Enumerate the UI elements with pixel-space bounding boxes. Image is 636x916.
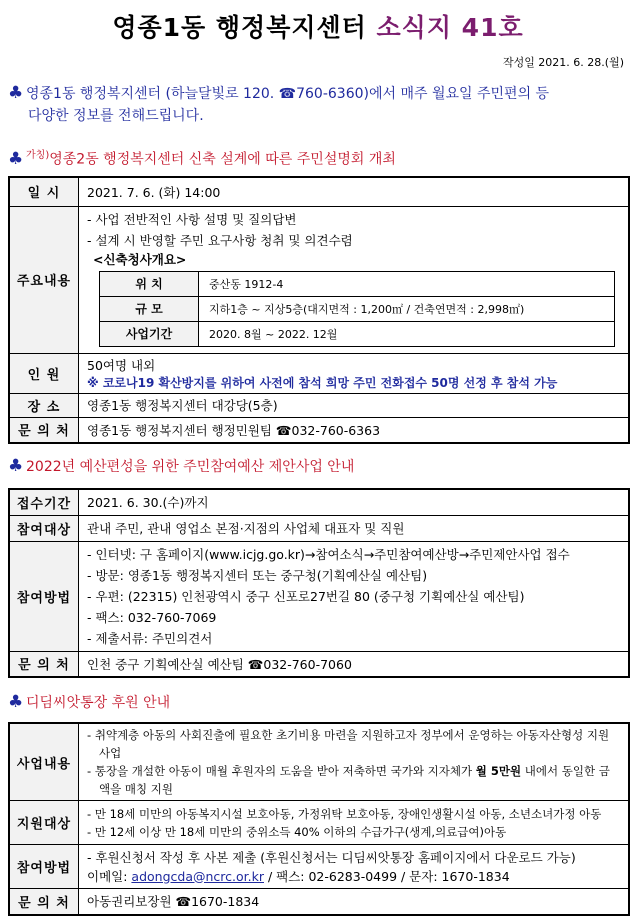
method-contacts: 이메일: adongcda@ncrc.or.kr / 팩스: 02-6283-0499 / 문자: 1670-1834 <box>87 868 510 884</box>
intro-line-1: 영종1동 행정복지센터 (하늘달빛로 120. ☎760-6360)에서 매주 월요일 주민편의 등 <box>26 86 550 102</box>
label-method: 참여방법 <box>9 541 79 651</box>
method-item: - 후원신청서 작성 후 사본 제출 (후원신청서는 디딤씨앗통장 홈페이지에서 다운로드 가능) <box>87 849 576 865</box>
newsletter-title <box>0 8 636 44</box>
biz-list <box>87 726 620 798</box>
list-item: - 설계 시 반영할 주민 요구사항 청취 및 의견수렴 <box>87 232 353 248</box>
section-3-table <box>8 722 630 916</box>
section-2-heading <box>8 456 354 476</box>
value-people <box>79 353 630 393</box>
people-note: ※ 코로나19 확산방지를 위하여 사전에 참석 희망 주민 전화접수 50명 선정 후 참석 가능 <box>87 375 558 390</box>
label-method: 참여방법 <box>9 845 79 889</box>
intro-paragraph <box>8 82 628 127</box>
monthly-amount: 월 5만원 <box>475 764 522 778</box>
section-2-title: 2022년 예산편성을 위한 주민참여예산 제안사업 안내 <box>26 459 355 475</box>
email-link[interactable]: adongcda@ncrc.or.kr <box>131 868 264 884</box>
value-place: 영종1동 행정복지센터 대강당(5층) <box>79 393 630 417</box>
method-list <box>87 544 620 649</box>
title-main: 영종1동 행정복지센터 <box>112 13 367 42</box>
list-item: - 만 12세 이상 만 18세 미만의 중위소득 40% 이하의 수급가구(생계,의료급여)아동 <box>87 824 507 839</box>
label-period: 접수기간 <box>9 489 79 515</box>
list-item: - 팩스: 032-760-7069 <box>87 609 217 625</box>
list-item: - 제출서류: 주민의견서 <box>87 630 213 646</box>
label-date: 일 시 <box>9 177 79 206</box>
value-period: 2021. 6. 30.(수)까지 <box>79 489 630 515</box>
list-item: - 만 18세 미만의 아동복지시설 보호아동, 가정위탁 보호아동, 장애인생활시설 아동, 소년소녀가정 아동 <box>87 806 602 821</box>
value-contact: 영종1동 행정복지센터 행정민원팀 ☎032-760-6363 <box>79 417 630 443</box>
content-list <box>87 209 620 251</box>
label-people: 인 원 <box>9 353 79 393</box>
intro-line-2: 다양한 정보를 전해드립니다. <box>28 108 204 124</box>
value-biz <box>79 723 630 801</box>
write-date: 작성일 2021. 6. 28.(월) <box>502 56 624 69</box>
label-biz: 사업내용 <box>9 723 79 801</box>
list-item: - 통장을 개설한 아동이 매월 후원자의 도움을 받아 저축하면 국가와 지자체가 월 5만원 내에서 동일한 금액을 매칭 지원 <box>87 764 610 796</box>
overview-label: 위 치 <box>100 271 199 296</box>
overview-table <box>99 271 615 347</box>
club-icon: ♣ <box>8 148 24 169</box>
people-count: 50여명 내외 <box>87 357 156 373</box>
section-1-heading <box>8 146 396 169</box>
label-contact: 문 의 처 <box>9 889 79 915</box>
overview-value: 지하1층 ~ 지상5층(대지면적 : 1,200㎡ / 건축연면적 : 2,998㎡) <box>199 296 615 321</box>
club-icon: ♣ <box>8 692 24 712</box>
label-target: 참여대상 <box>9 515 79 541</box>
section-3-title: 디딤씨앗통장 후원 안내 <box>26 695 171 711</box>
title-accent: 소식지 41호 <box>376 13 524 42</box>
section-1-tag: 가칭) <box>26 150 50 161</box>
club-icon: ♣ <box>8 456 24 476</box>
overview-label: 규 모 <box>100 296 199 321</box>
support-list <box>87 805 620 841</box>
section-2-table <box>8 488 630 678</box>
section-3-heading <box>8 692 170 712</box>
value-method <box>79 541 630 651</box>
value-content <box>79 206 630 353</box>
club-icon: ♣ <box>8 83 24 103</box>
label-support: 지원대상 <box>9 801 79 845</box>
label-place: 장 소 <box>9 393 79 417</box>
label-content: 주요내용 <box>9 206 79 353</box>
value-target: 관내 주민, 관내 영업소 본점·지점의 사업체 대표자 및 직원 <box>79 515 630 541</box>
overview-value: 중산동 1912-4 <box>199 271 615 296</box>
value-method <box>79 845 630 889</box>
list-item: - 사업 전반적인 사항 설명 및 질의답변 <box>87 211 297 227</box>
label-contact: 문 의 처 <box>9 651 79 677</box>
overview-title: <신축청사개요> <box>93 251 187 267</box>
value-contact: 인천 중구 기획예산실 예산팀 ☎032-760-7060 <box>79 651 630 677</box>
label-contact: 문 의 처 <box>9 417 79 443</box>
section-1-title: 영종2동 행정복지센터 신축 설계에 따른 주민설명회 개최 <box>49 151 396 168</box>
overview-value: 2020. 8월 ~ 2022. 12월 <box>199 321 615 346</box>
section-1-table <box>8 176 630 444</box>
list-item: - 우편: (22315) 인천광역시 중구 신포로27번길 80 (중구청 기획예산실 예산팀) <box>87 588 525 604</box>
value-date: 2021. 7. 6. (화) 14:00 <box>79 177 630 206</box>
list-item: - 인터넷: 구 홈페이지(www.icjg.go.kr)→참여소식→주민참여예산방→주민제안사업 접수 <box>87 546 570 562</box>
list-item: - 취약계층 아동의 사회진출에 필요한 초기비용 마련을 지원하고자 정부에서 운영하는 아동자산형성 지원사업 <box>87 728 610 760</box>
value-support <box>79 801 630 845</box>
overview-label: 사업기간 <box>100 321 199 346</box>
value-contact: 아동권리보장원 ☎1670-1834 <box>79 889 630 915</box>
list-item: - 방문: 영종1동 행정복지센터 또는 중구청(기획예산실 예산팀) <box>87 567 428 583</box>
